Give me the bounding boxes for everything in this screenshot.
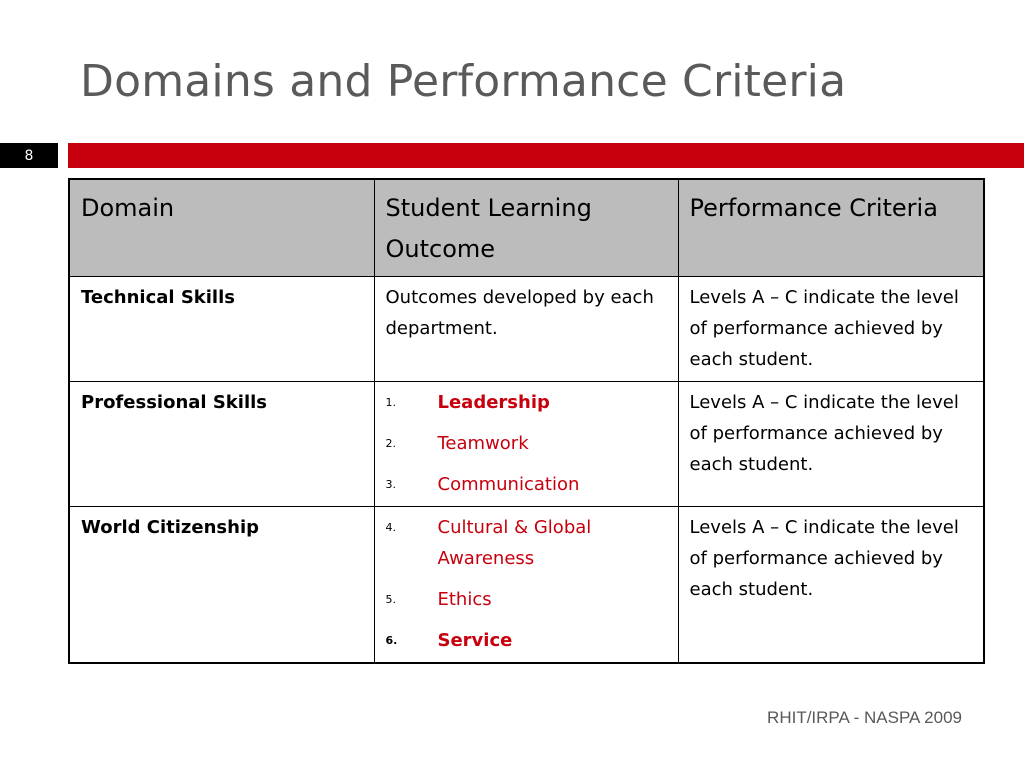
list-number: 1.: [385, 396, 396, 409]
outcome-list: [386, 387, 668, 500]
outcome-service: Service: [437, 630, 513, 651]
header-domain: Domain: [69, 179, 374, 277]
slide-title: Domains and Performance Criteria: [80, 56, 847, 107]
outcome-cell: Outcomes developed by each department.: [374, 277, 678, 382]
table-row: [69, 277, 984, 382]
outcome-teamwork: Teamwork: [437, 433, 529, 454]
list-item: [386, 625, 668, 656]
outcome-list: [386, 512, 668, 656]
list-number: 3.: [385, 478, 396, 491]
list-item: [386, 428, 668, 459]
criteria-cell: Levels A – C indicate the level of performance achieved by each student.: [678, 277, 984, 382]
outcome-leadership: Leadership: [437, 392, 550, 413]
outcome-communication: Communication: [437, 474, 580, 495]
outcome-cultural-global-awareness: Cultural & Global Awareness: [437, 517, 592, 569]
footer-text: RHIT/IRPA - NASPA 2009: [767, 708, 962, 727]
header-criteria: Performance Criteria: [678, 179, 984, 277]
list-item: [386, 512, 668, 574]
list-item: [386, 469, 668, 500]
table-row: [69, 507, 984, 664]
criteria-cell: Levels A – C indicate the level of performance achieved by each student.: [678, 507, 984, 664]
criteria-cell: Levels A – C indicate the level of performance achieved by each student.: [678, 382, 984, 507]
accent-bar: [68, 143, 1024, 168]
list-number: 6.: [385, 634, 398, 647]
outcome-cell: [374, 507, 678, 664]
list-item: [386, 387, 668, 418]
outcome-cell: [374, 382, 678, 507]
list-item: [386, 584, 668, 615]
header-outcome: Student Learning Outcome: [374, 179, 678, 277]
slide-number: 8: [0, 143, 58, 168]
list-number: 5.: [385, 593, 396, 606]
outcome-ethics: Ethics: [437, 589, 492, 610]
header-row: [69, 179, 984, 277]
domain-cell: Technical Skills: [69, 277, 374, 382]
list-number: 2.: [385, 437, 396, 450]
table-row: [69, 382, 984, 507]
domain-cell: World Citizenship: [69, 507, 374, 664]
criteria-table: [68, 178, 985, 664]
list-number: 4.: [385, 521, 396, 534]
domain-cell: Professional Skills: [69, 382, 374, 507]
